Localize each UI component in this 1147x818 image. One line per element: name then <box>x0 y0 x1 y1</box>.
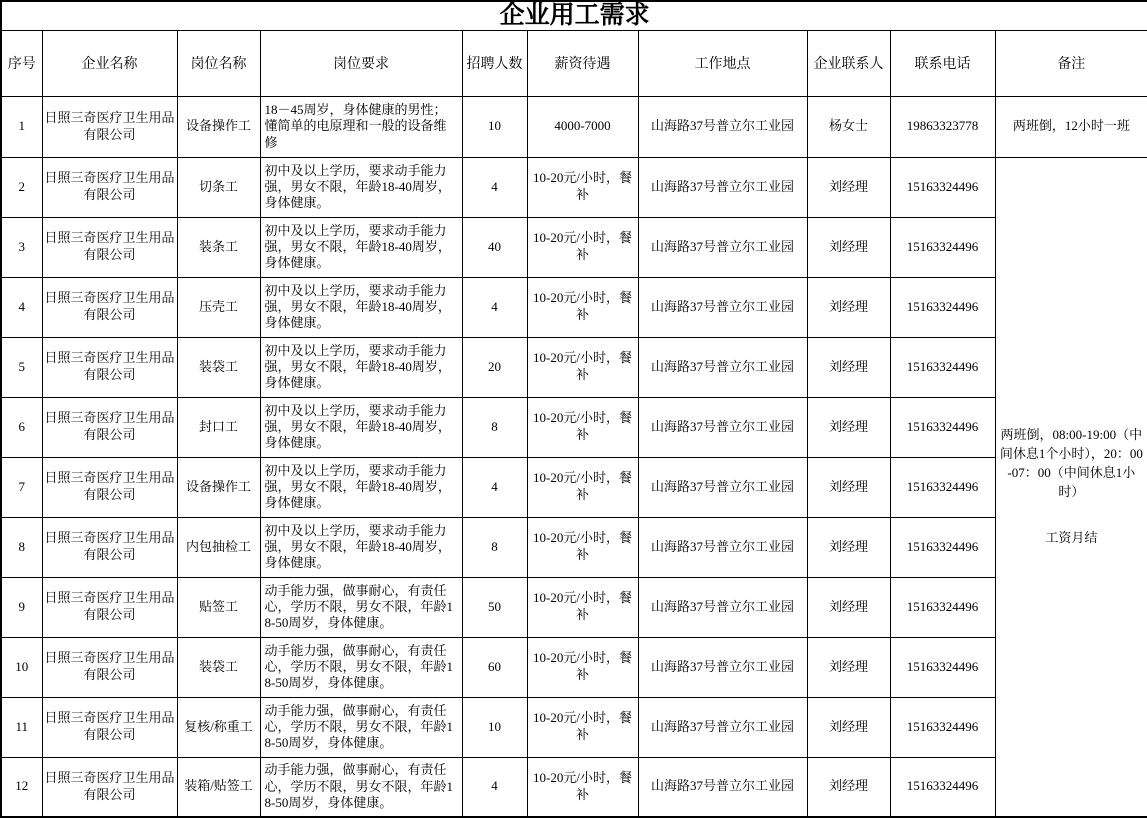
cell-headcount: 50 <box>462 577 527 637</box>
table-row <box>1 697 1147 757</box>
cell-phone: 15163324496 <box>890 157 995 217</box>
title-row <box>1 1 1147 30</box>
cell-contact: 刘经理 <box>807 217 890 277</box>
cell-company: 日照三奇医疗卫生用品有限公司 <box>42 697 177 757</box>
page-title: 企业用工需求 <box>1 1 1147 30</box>
merged-remark-shift-text: 两班倒，08:00-19:00（中间休息1个小时），20：00-07：00（中间休息1小时） <box>999 427 1143 499</box>
cell-no: 6 <box>1 397 42 457</box>
cell-phone: 15163324496 <box>890 637 995 697</box>
cell-requirement: 18－45周岁，身体健康的男性；懂简单的电原理和一般的设备维修 <box>260 96 462 157</box>
table-body <box>1 96 1147 817</box>
cell-headcount: 4 <box>462 457 527 517</box>
cell-contact: 刘经理 <box>807 517 890 577</box>
cell-company: 日照三奇医疗卫生用品有限公司 <box>42 637 177 697</box>
table-row <box>1 157 1147 217</box>
cell-requirement: 初中及以上学历，要求动手能力强，男女不限，年龄18-40周岁，身体健康。 <box>260 457 462 517</box>
cell-salary: 10-20元/小时，餐补 <box>527 157 638 217</box>
cell-headcount: 10 <box>462 96 527 157</box>
column-header-no: 序号 <box>1 30 42 96</box>
cell-salary: 10-20元/小时，餐补 <box>527 697 638 757</box>
cell-phone: 15163324496 <box>890 217 995 277</box>
cell-contact: 杨女士 <box>807 96 890 157</box>
cell-location: 山海路37号普立尔工业园 <box>638 157 807 217</box>
column-header-position: 岗位名称 <box>177 30 260 96</box>
cell-location: 山海路37号普立尔工业园 <box>638 757 807 817</box>
table-row <box>1 577 1147 637</box>
cell-salary: 10-20元/小时，餐补 <box>527 397 638 457</box>
table-row <box>1 637 1147 697</box>
cell-requirement: 初中及以上学历，要求动手能力强，男女不限，年龄18-40周岁，身体健康。 <box>260 337 462 397</box>
cell-location: 山海路37号普立尔工业园 <box>638 577 807 637</box>
table-row <box>1 337 1147 397</box>
cell-salary: 10-20元/小时，餐补 <box>527 217 638 277</box>
cell-no: 5 <box>1 337 42 397</box>
cell-salary: 10-20元/小时，餐补 <box>527 337 638 397</box>
column-header-company: 企业名称 <box>42 30 177 96</box>
cell-phone: 15163324496 <box>890 337 995 397</box>
cell-location: 山海路37号普立尔工业园 <box>638 457 807 517</box>
cell-salary: 10-20元/小时，餐补 <box>527 457 638 517</box>
cell-no: 9 <box>1 577 42 637</box>
cell-salary: 10-20元/小时，餐补 <box>527 757 638 817</box>
cell-position: 切条工 <box>177 157 260 217</box>
cell-requirement: 动手能力强，做事耐心，有责任心，学历不限，男女不限，年龄18-50周岁，身体健康。 <box>260 697 462 757</box>
cell-requirement: 动手能力强，做事耐心，有责任心，学历不限，男女不限，年龄18-50周岁，身体健康。 <box>260 757 462 817</box>
cell-location: 山海路37号普立尔工业园 <box>638 517 807 577</box>
cell-contact: 刘经理 <box>807 637 890 697</box>
cell-no: 11 <box>1 697 42 757</box>
cell-requirement: 初中及以上学历，要求动手能力强，男女不限，年龄18-40周岁，身体健康。 <box>260 517 462 577</box>
cell-no: 2 <box>1 157 42 217</box>
cell-headcount: 40 <box>462 217 527 277</box>
cell-company: 日照三奇医疗卫生用品有限公司 <box>42 96 177 157</box>
cell-location: 山海路37号普立尔工业园 <box>638 96 807 157</box>
cell-remark: 两班倒，12小时一班 <box>995 96 1147 157</box>
cell-contact: 刘经理 <box>807 757 890 817</box>
cell-headcount: 4 <box>462 277 527 337</box>
cell-requirement: 动手能力强，做事耐心，有责任心，学历不限，男女不限，年龄18-50周岁，身体健康。 <box>260 577 462 637</box>
cell-phone: 15163324496 <box>890 757 995 817</box>
cell-position: 装袋工 <box>177 637 260 697</box>
cell-company: 日照三奇医疗卫生用品有限公司 <box>42 457 177 517</box>
column-header-headcount: 招聘人数 <box>462 30 527 96</box>
table-row <box>1 757 1147 817</box>
cell-requirement: 初中及以上学历，要求动手能力强，男女不限，年龄18-40周岁，身体健康。 <box>260 397 462 457</box>
cell-position: 设备操作工 <box>177 96 260 157</box>
cell-company: 日照三奇医疗卫生用品有限公司 <box>42 337 177 397</box>
header-row <box>1 30 1147 96</box>
cell-position: 复核/称重工 <box>177 697 260 757</box>
cell-position: 内包抽检工 <box>177 517 260 577</box>
cell-headcount: 10 <box>462 697 527 757</box>
merged-remark-pay-text: 工资月结 <box>1045 529 1098 545</box>
cell-requirement: 动手能力强，做事耐心，有责任心，学历不限，男女不限，年龄18-50周岁，身体健康。 <box>260 637 462 697</box>
table-row <box>1 96 1147 157</box>
cell-no: 3 <box>1 217 42 277</box>
cell-company: 日照三奇医疗卫生用品有限公司 <box>42 217 177 277</box>
cell-phone: 15163324496 <box>890 577 995 637</box>
cell-salary: 10-20元/小时，餐补 <box>527 577 638 637</box>
cell-contact: 刘经理 <box>807 457 890 517</box>
cell-headcount: 4 <box>462 157 527 217</box>
cell-location: 山海路37号普立尔工业园 <box>638 697 807 757</box>
column-header-contact: 企业联系人 <box>807 30 890 96</box>
cell-company: 日照三奇医疗卫生用品有限公司 <box>42 157 177 217</box>
cell-position: 压壳工 <box>177 277 260 337</box>
cell-company: 日照三奇医疗卫生用品有限公司 <box>42 277 177 337</box>
cell-phone: 15163324496 <box>890 517 995 577</box>
cell-headcount: 4 <box>462 757 527 817</box>
cell-salary: 10-20元/小时，餐补 <box>527 517 638 577</box>
cell-no: 1 <box>1 96 42 157</box>
table-row <box>1 277 1147 337</box>
cell-contact: 刘经理 <box>807 157 890 217</box>
table-row <box>1 217 1147 277</box>
cell-position: 设备操作工 <box>177 457 260 517</box>
cell-company: 日照三奇医疗卫生用品有限公司 <box>42 757 177 817</box>
cell-location: 山海路37号普立尔工业园 <box>638 277 807 337</box>
table-row <box>1 517 1147 577</box>
cell-headcount: 60 <box>462 637 527 697</box>
cell-headcount: 20 <box>462 337 527 397</box>
cell-company: 日照三奇医疗卫生用品有限公司 <box>42 577 177 637</box>
cell-headcount: 8 <box>462 517 527 577</box>
cell-phone: 19863323778 <box>890 96 995 157</box>
cell-phone: 15163324496 <box>890 277 995 337</box>
cell-position: 装箱/贴签工 <box>177 757 260 817</box>
cell-no: 10 <box>1 637 42 697</box>
column-header-requirement: 岗位要求 <box>260 30 462 96</box>
cell-salary: 4000-7000 <box>527 96 638 157</box>
cell-position: 封口工 <box>177 397 260 457</box>
table-row <box>1 397 1147 457</box>
cell-phone: 15163324496 <box>890 457 995 517</box>
cell-no: 7 <box>1 457 42 517</box>
cell-no: 12 <box>1 757 42 817</box>
cell-location: 山海路37号普立尔工业园 <box>638 337 807 397</box>
cell-phone: 15163324496 <box>890 697 995 757</box>
cell-no: 4 <box>1 277 42 337</box>
cell-contact: 刘经理 <box>807 277 890 337</box>
cell-contact: 刘经理 <box>807 337 890 397</box>
column-header-phone: 联系电话 <box>890 30 995 96</box>
cell-position: 装袋工 <box>177 337 260 397</box>
cell-salary: 10-20元/小时，餐补 <box>527 277 638 337</box>
cell-position: 装条工 <box>177 217 260 277</box>
cell-requirement: 初中及以上学历，要求动手能力强，男女不限，年龄18-40周岁，身体健康。 <box>260 157 462 217</box>
cell-remark-merged <box>995 157 1147 817</box>
cell-headcount: 8 <box>462 397 527 457</box>
cell-requirement: 初中及以上学历，要求动手能力强，男女不限，年龄18-40周岁，身体健康。 <box>260 217 462 277</box>
cell-contact: 刘经理 <box>807 697 890 757</box>
cell-phone: 15163324496 <box>890 397 995 457</box>
cell-requirement: 初中及以上学历，要求动手能力强，男女不限，年龄18-40周岁，身体健康。 <box>260 277 462 337</box>
column-header-salary: 薪资待遇 <box>527 30 638 96</box>
cell-company: 日照三奇医疗卫生用品有限公司 <box>42 397 177 457</box>
cell-salary: 10-20元/小时，餐补 <box>527 637 638 697</box>
column-header-location: 工作地点 <box>638 30 807 96</box>
cell-position: 贴签工 <box>177 577 260 637</box>
cell-location: 山海路37号普立尔工业园 <box>638 397 807 457</box>
cell-location: 山海路37号普立尔工业园 <box>638 217 807 277</box>
table-row <box>1 457 1147 517</box>
cell-no: 8 <box>1 517 42 577</box>
cell-location: 山海路37号普立尔工业园 <box>638 637 807 697</box>
cell-contact: 刘经理 <box>807 577 890 637</box>
cell-contact: 刘经理 <box>807 397 890 457</box>
cell-company: 日照三奇医疗卫生用品有限公司 <box>42 517 177 577</box>
column-header-remark: 备注 <box>995 30 1147 96</box>
